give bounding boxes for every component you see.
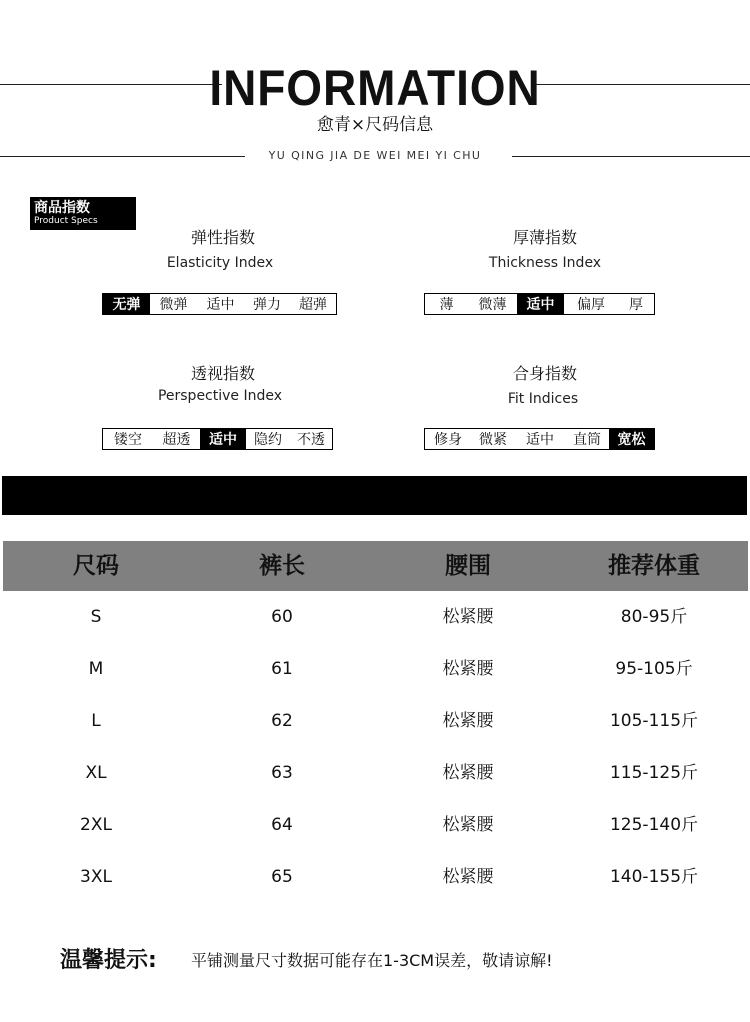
thickness-option: 适中 <box>517 294 564 314</box>
weight-cell: 115-125斤 <box>609 763 699 783</box>
tip-label: 温馨提示: <box>60 948 157 973</box>
perspective-option: 不透 <box>297 432 325 448</box>
size-cell: M <box>88 659 104 679</box>
size-cell: S <box>90 607 102 627</box>
length-cell: 63 <box>271 763 293 783</box>
perspective-subtitle: Perspective Index <box>157 388 283 404</box>
weight-cell: 140-155斤 <box>609 867 699 887</box>
elasticity-scale <box>102 293 337 315</box>
thickness-option: 微薄 <box>478 297 507 313</box>
perspective-title: 透视指数 <box>190 364 255 383</box>
elasticity-title: 弹性指数 <box>190 228 255 247</box>
elasticity-option: 弹力 <box>253 297 281 313</box>
perspective-option: 隐约 <box>254 432 282 448</box>
fit-scale <box>424 428 655 450</box>
thickness-subtitle: Thickness Index <box>488 255 602 271</box>
page-subtitle: 愈青×尺码信息 <box>316 115 434 135</box>
fit-option: 直筒 <box>573 432 601 448</box>
size-table-header <box>3 541 748 591</box>
waist-cell: 松紧腰 <box>442 867 494 887</box>
page-title: INFORMATION <box>209 60 541 116</box>
elasticity-subtitle: Elasticity Index <box>166 255 274 271</box>
thickness-option: 薄 <box>439 297 454 313</box>
product-specs-tag <box>30 197 136 230</box>
tip-text: 平铺测量尺寸数据可能存在1-3CM误差，敬请谅解! <box>191 951 553 970</box>
waist-cell: 松紧腰 <box>442 711 494 731</box>
header-length: 裤长 <box>259 553 305 579</box>
thickness-scale <box>424 293 655 315</box>
fit-option: 微紧 <box>479 432 507 448</box>
elasticity-option: 适中 <box>206 297 235 313</box>
perspective-option: 超透 <box>162 432 191 448</box>
thickness-title: 厚薄指数 <box>512 228 577 247</box>
product-specs-tag-zh: 商品指数 <box>34 200 90 216</box>
weight-cell: 80-95斤 <box>620 607 688 627</box>
waist-cell: 松紧腰 <box>442 763 494 783</box>
product-specs-tag-en: Product Specs <box>34 216 98 226</box>
elasticity-option: 无弹 <box>103 294 150 314</box>
weight-cell: 95-105斤 <box>615 659 693 679</box>
fit-option: 适中 <box>526 432 554 448</box>
perspective-scale <box>102 428 333 450</box>
waist-cell: 松紧腰 <box>442 815 494 835</box>
length-cell: 62 <box>271 711 293 731</box>
fit-title: 合身指数 <box>512 364 577 383</box>
waist-cell: 松紧腰 <box>442 607 494 627</box>
size-cell: 3XL <box>80 867 112 887</box>
waist-cell: 松紧腰 <box>442 659 494 679</box>
length-cell: 60 <box>271 607 293 627</box>
elasticity-option: 超弹 <box>299 297 327 313</box>
length-cell: 61 <box>271 659 293 679</box>
perspective-option: 镂空 <box>114 432 142 448</box>
header-waist: 腰围 <box>445 553 491 579</box>
size-cell: L <box>91 711 101 731</box>
weight-cell: 125-140斤 <box>609 815 699 835</box>
thickness-option: 厚 <box>629 297 643 313</box>
header-size: 尺码 <box>73 553 119 579</box>
elasticity-option: 微弹 <box>159 297 188 313</box>
size-cell: 2XL <box>80 815 112 835</box>
weight-cell: 105-115斤 <box>609 711 699 731</box>
thickness-option: 偏厚 <box>577 297 605 313</box>
section-divider-bar <box>2 476 747 515</box>
fit-option: 宽松 <box>609 429 654 449</box>
header-weight: 推荐体重 <box>608 553 700 579</box>
length-cell: 64 <box>271 815 293 835</box>
length-cell: 65 <box>271 867 293 887</box>
fit-subtitle: Fit Indices <box>507 391 579 407</box>
fit-option: 修身 <box>434 432 462 448</box>
perspective-option: 适中 <box>200 429 246 449</box>
pinyin-caption: YU QING JIA DE WEI MEI YI CHU <box>268 149 482 162</box>
size-cell: XL <box>85 763 107 783</box>
